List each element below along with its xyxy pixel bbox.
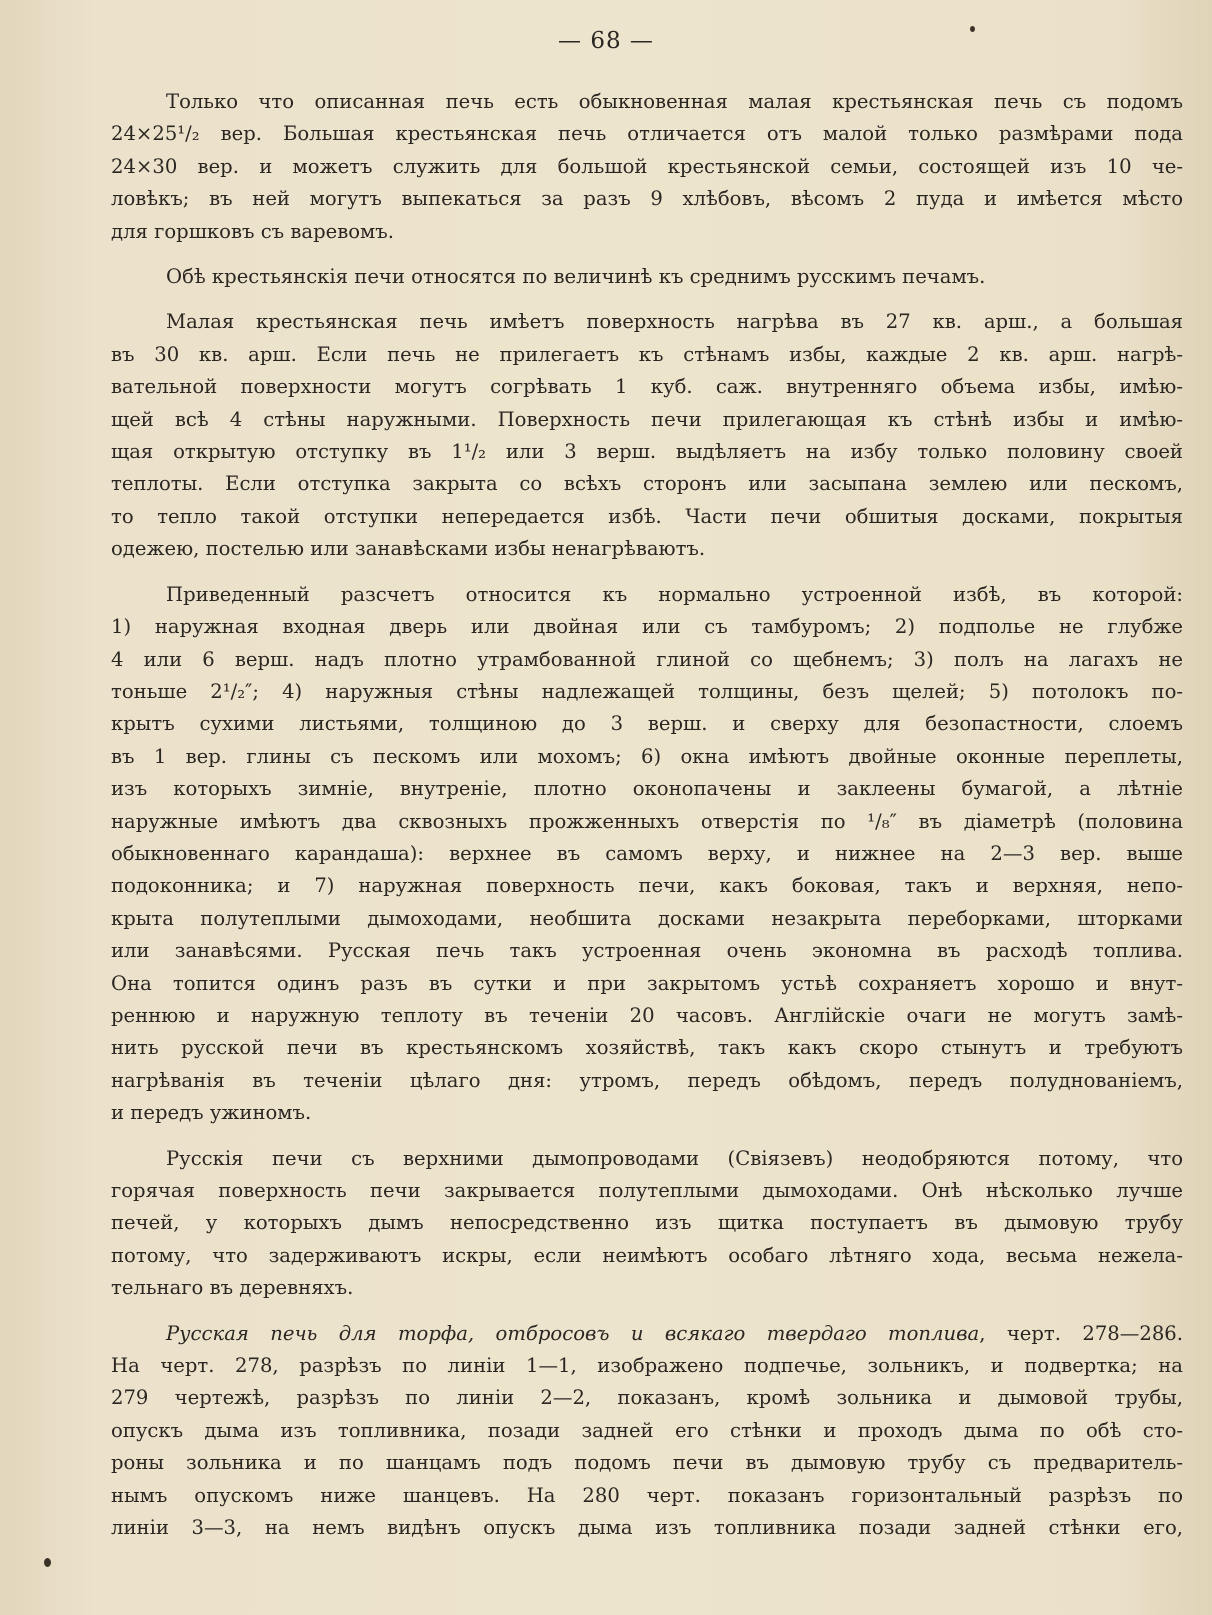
text-line: 24×25¹/₂ вер. Большая крестьянская печь отличается отъ малой только размѣрами пода xyxy=(111,122,1183,146)
ink-speck xyxy=(970,26,975,32)
text-line: нымъ опускомъ ниже шанцевъ. На 280 черт. показанъ горизонтальный разрѣзъ по xyxy=(111,1483,1183,1507)
text-line: роны зольника и по шанцамъ подъ подомъ печи въ дымовую трубу съ предваритель- xyxy=(111,1451,1183,1475)
page-number: — 68 — xyxy=(558,28,654,54)
text-line: реннюю и наружную теплоту въ теченіи 20 часовъ. Англійскіе очаги не могутъ замѣ- xyxy=(111,1003,1183,1027)
text-line: ловѣкъ; въ ней могутъ выпекаться за разъ 9 хлѣбовъ, вѣсомъ 2 пуда и имѣется мѣсто xyxy=(111,187,1183,211)
text-line: опускъ дыма изъ топливника, позади задней его стѣнки и проходъ дыма по обѣ сто- xyxy=(111,1418,1183,1442)
text-line xyxy=(55,1318,1183,1350)
text-line: потому, что задерживаютъ искры, если неимѣютъ особаго лѣтняго хода, весьма нежела- xyxy=(111,1243,1183,1267)
text-line: тельнаго въ деревняхъ. xyxy=(111,1276,354,1300)
text-line: горячая поверхность печи закрывается полутеплыми дымоходами. Онѣ нѣсколько лучше xyxy=(111,1179,1183,1202)
paragraph xyxy=(55,579,1183,1130)
text-line: печей, у которыхъ дымъ непосредственно изъ щитка поступаетъ въ дымовую трубу xyxy=(111,1211,1183,1235)
text-line: изъ которыхъ зимніе, внутреніе, плотно оконопачены и заклеены бумагой, а лѣтніе xyxy=(111,777,1183,801)
paragraph xyxy=(55,306,1183,565)
text-line: Русскія печи съ верхними дымопроводами (Свіязевъ) неодобряются потому, что xyxy=(166,1146,1183,1170)
text-line: въ 1 вер. глины съ пескомъ или мохомъ; 6) окна имѣютъ двойные оконные переплеты, xyxy=(111,744,1183,768)
text-line: 1) наружная входная дверь или двойная или съ тамбуромъ; 2) подполье не глубже xyxy=(111,615,1183,639)
text-line: тоньше 2¹/₂″; 4) наружныя стѣны надлежащей толщины, безъ щелей; 5) потолокъ по- xyxy=(111,679,1183,703)
text-line: Малая крестьянская печь имѣетъ поверхность нагрѣва въ 27 кв. арш., а большая xyxy=(166,310,1183,334)
text-line: 279 чертежѣ, разрѣзъ по линіи 2—2, показанъ, кромѣ зольника и дымовой трубы, xyxy=(111,1386,1183,1410)
text-line: обыкновеннаго карандаша): верхнее въ самомъ верху, и нижнее на 2—3 вер. выше xyxy=(111,841,1183,865)
text-line: щая открытую отступку въ 1¹/₂ или 3 верш. выдѣляетъ на избу только половину своей xyxy=(111,440,1183,464)
text-line: На черт. 278, разрѣзъ по линіи 1—1, изображено подпечье, зольникъ, и подвертка; на xyxy=(111,1354,1183,1378)
text-line: нить русской печи въ крестьянскомъ хозяйствѣ, такъ какъ скоро стынутъ и требуютъ xyxy=(111,1036,1183,1060)
paragraph xyxy=(55,1143,1183,1305)
text-line: Только что описанная печь есть обыкновенная малая крестьянская печь съ подомъ xyxy=(166,90,1183,113)
text-line: 24×30 вер. и можетъ служить для большой крестьянской семьи, состоящей изъ 10 че- xyxy=(111,154,1183,178)
text-line: вательной поверхности могутъ согрѣвать 1 куб. саж. внутренняго объема избы, имѣю- xyxy=(111,375,1183,399)
text-line: крытъ сухими листьями, толщиною до 3 верш. и сверху для безопастности, слоемъ xyxy=(111,712,1183,736)
paragraph xyxy=(55,1318,1183,1545)
text-line: теплоты. Если отступка закрыта со всѣхъ сторонъ или засыпана землею или пескомъ, xyxy=(111,472,1183,496)
text-line: одежею, постелью или занавѣсками избы ненагрѣваютъ. xyxy=(111,537,706,561)
text-line: Обѣ крестьянскія печи относятся по величинѣ къ среднимъ русскимъ печамъ. xyxy=(166,265,986,289)
paragraph xyxy=(55,86,1183,248)
text-line: въ 30 кв. арш. Если печь не прилегаетъ къ стѣнамъ избы, каждые 2 кв. арш. нагрѣ- xyxy=(111,342,1183,366)
body-text xyxy=(55,86,1183,1557)
heading-reference: , черт. 278—286. xyxy=(979,1321,1183,1345)
text-line: или занавѣсями. Русская печь такъ устроенная очень экономна въ расходѣ топлива. xyxy=(111,939,1183,963)
ink-speck xyxy=(44,1558,51,1567)
text-line: крыта полутеплыми дымоходами, необшита досками незакрыта переборками, шторками xyxy=(111,906,1183,930)
text-line: Она топится одинъ разъ въ сутки и при закрытомъ устьѣ сохраняетъ хорошо и внут- xyxy=(111,971,1183,995)
text-line: для горшковъ съ варевомъ. xyxy=(111,219,394,243)
paragraph xyxy=(55,261,1183,293)
text-line: то тепло такой отступки непередается избѣ. Части печи обшитыя досками, покрытыя xyxy=(111,504,1183,528)
text-line: 4 или 6 верш. надъ плотно утрамбованной глиной со щебнемъ; 3) полъ на лагахъ не xyxy=(111,647,1183,671)
text-line: наружные имѣютъ два сквозныхъ прожженныхъ отверстія по ¹/₈″ въ діаметрѣ (половина xyxy=(111,809,1183,833)
text-line: нагрѣванія въ теченіи цѣлаго дня: утромъ, передъ обѣдомъ, передъ полуднованіемъ, xyxy=(111,1068,1183,1092)
section-heading: Русская печь для торфа, отбросовъ и всякаго твердаго топлива xyxy=(166,1321,980,1345)
text-line: щей всѣ 4 стѣны наружными. Поверхность печи прилегающая къ стѣнѣ избы и имѣю- xyxy=(111,407,1183,431)
text-line: Приведенный разсчетъ относится къ нормально устроенной избѣ, въ которой: xyxy=(166,582,1183,606)
text-line: и передъ ужиномъ. xyxy=(111,1101,312,1125)
text-line: линіи 3—3, на немъ видѣнъ опускъ дыма изъ топливника позади задней стѣнки его, xyxy=(111,1516,1183,1540)
text-line: подоконника; и 7) наружная поверхность печи, какъ боковая, такъ и верхняя, непо- xyxy=(111,874,1183,898)
